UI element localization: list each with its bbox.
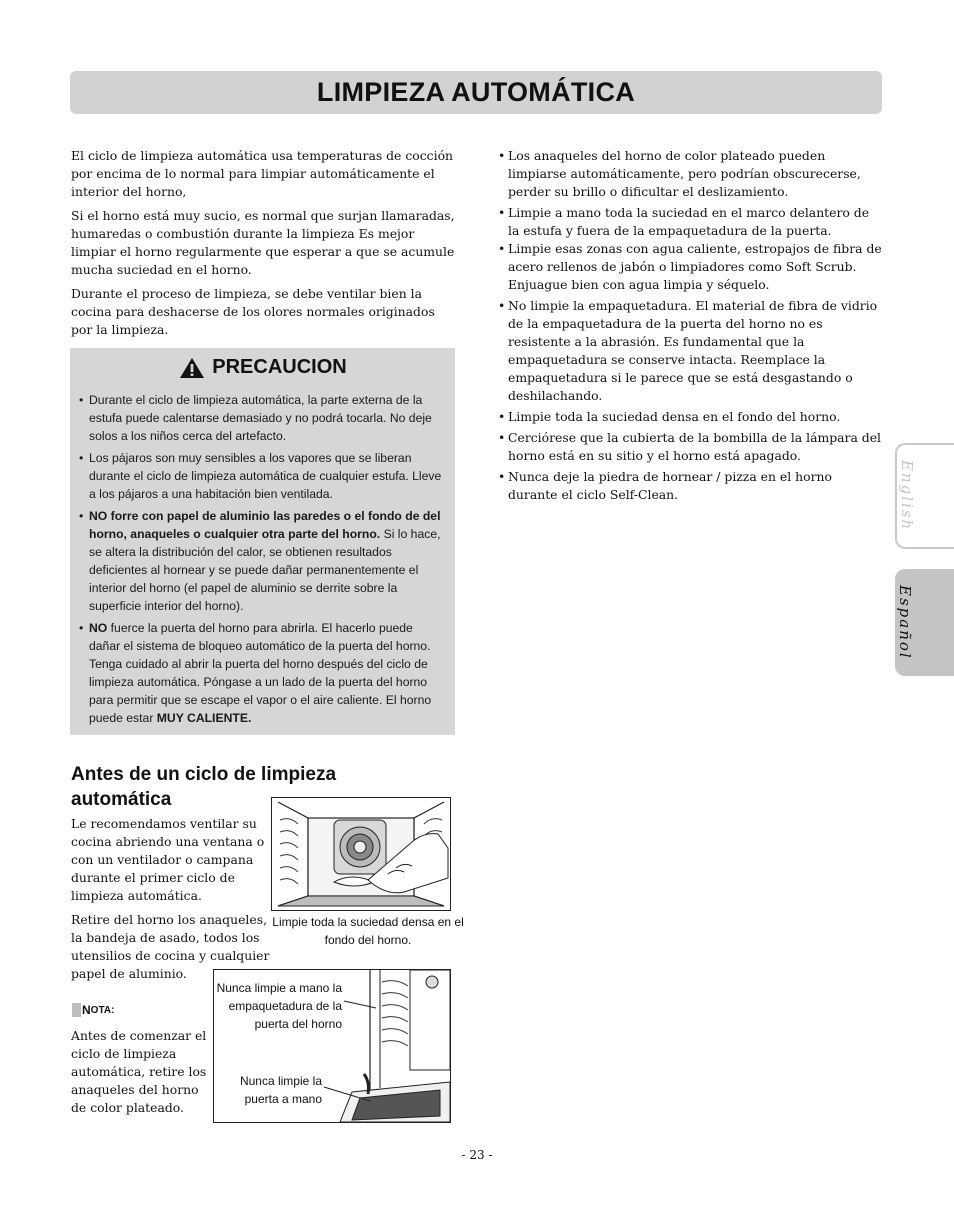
tips-list (498, 147, 883, 507)
oven-interior-illustration (272, 798, 450, 910)
note-text: Antes de comenzar el ciclo de limpieza automática, retire los anaqueles del horno de color plateado. (71, 1028, 207, 1115)
warning-item-text: Si lo hace, se altera la distribución del calor, se obtienen resultados deficientes al hornear y se puede dañar permanentemente el interior del horno (el papel de aluminio se derrite sobre la superficie interior del horno). (89, 527, 441, 613)
warning-item-text: Durante el ciclo de limpieza automática, la parte externa de la estufa puede calentarse demasiado y no podrá tocarla. No deje solos a los niños cerca del artefacto. (89, 393, 432, 443)
warning-list (79, 391, 447, 727)
intro-paragraph: Si el horno está muy sucio, es normal que surjan llamaradas, humaredas o combustión durante la limpieza Es mejor limpiar el horno regularmente que esperar a que se acumule mucha suciedad en el horno. (71, 208, 455, 277)
list-item (498, 147, 883, 201)
before-paragraph: Le recomendamos ventilar su cocina abriendo una ventana o con un ventilador o campana durante el primer ciclo de limpieza automática. (71, 816, 265, 903)
figure-label-door: Nunca limpie la puerta a mano (239, 1074, 322, 1106)
list-item-text: Los anaqueles del horno de color plateado pueden limpiarse automáticamente, pero podrían obscurecerse, perder su brillo o dificultar el deslizamiento. (508, 148, 861, 199)
list-item (498, 408, 883, 426)
intro-paragraph: Durante el proceso de limpieza, se debe ventilar bien la cocina para deshacerse de los olores normales originados por la limpieza. (71, 286, 435, 337)
list-item (498, 297, 883, 405)
note-initial: N (82, 1003, 91, 1017)
warning-item-text: fuerce la puerta del horno para abrirla. El hacerlo puede dañar el sistema de bloqueo automático de la puerta del horno. Tenga cuidado al abrir la puerta del horno después del ciclo de limpieza automática. Póngase a un lado de la puerta del horno para permitir que se escape el vapor o el aire caliente. El horno puede estar (89, 621, 432, 725)
warning-header (79, 356, 447, 379)
page-number: - 23 - (461, 1148, 493, 1162)
warning-box (70, 348, 455, 735)
list-item (498, 429, 883, 465)
warning-item (79, 507, 447, 615)
warning-item (79, 391, 447, 445)
note-label (72, 1003, 114, 1017)
list-item-text: Cerciórese que la cubierta de la bombilla de la lámpara del horno está en su sitio y el horno está apagado. (508, 430, 881, 463)
figure-label-gasket: Nunca limpie a mano la empaquetadura de la puerta del horno (216, 981, 342, 1031)
list-item-text: Limpie esas zonas con agua caliente, estropajos de fibra de acero rellenos de jabón o limpiadores como Soft Scrub. Enjuague bien con agua limpia y séquelo. (508, 241, 882, 292)
page-title: LIMPIEZA AUTOMÁTICA (316, 77, 636, 107)
tab-espanol[interactable] (895, 569, 954, 676)
tab-english[interactable] (895, 443, 954, 549)
warning-heading: PRECAUCION (212, 356, 347, 378)
figure-caption: Limpie toda la suciedad densa en el fondo del horno. (272, 915, 464, 947)
list-item-continuation (498, 240, 883, 294)
intro-section (71, 147, 459, 345)
list-item-text: Limpie toda la suciedad densa en el fondo del horno. (508, 409, 841, 424)
oven-door-illustration (213, 969, 451, 1123)
tab-espanol-label: Español (896, 585, 914, 660)
tab-english-label: English (898, 460, 916, 532)
note-marker-icon (72, 1003, 81, 1017)
list-item-text: Limpie a mano toda la suciedad en el marco delantero de la estufa y fuera de la empaquetadura de la puerta. (508, 205, 870, 238)
warning-item (79, 449, 447, 503)
before-paragraph: Retire del horno los anaqueles, la bandeja de asado, todos los utensilios de cocina y cualquier papel de aluminio. (71, 912, 270, 981)
section-heading: Antes de un ciclo de limpieza automática (71, 764, 337, 810)
list-item (498, 204, 883, 240)
warning-item-bold: NO (89, 621, 108, 635)
warning-triangle-icon (179, 357, 205, 379)
note-label-text: OTA: (90, 1004, 115, 1016)
warning-item-bold: MUY CALIENTE. (156, 711, 252, 725)
warning-item (79, 619, 447, 727)
warning-item-bold: NO forre con papel de aluminio las paredes o el fondo de del horno, anaqueles o cualquier otra parte del horno. (89, 509, 441, 541)
warning-item-text: Los pájaros son muy sensibles a los vapores que se liberan durante el ciclo de limpieza automática de cualquier estufa. Lleve a los pájaros a una habitación bien ventilada. (89, 451, 442, 501)
title-bar (70, 71, 882, 114)
list-item (498, 468, 883, 504)
list-item-text: No limpie la empaquetadura. El material de fibra de vidrio de la empaquetadura de la puerta del horno no es resistente a la abrasión. Es fundamental que la empaquetadura se conserve intacta. Reemplace la empaquetadura si le parece que se está desgastando o deshilachando. (508, 298, 878, 403)
before-text (71, 815, 271, 989)
intro-paragraph: El ciclo de limpieza automática usa temperaturas de cocción por encima de lo normal para limpiar automáticamente el interior del horno, (71, 148, 454, 199)
oven-cleaning-illustration (271, 797, 451, 911)
list-item-text: Nunca deje la piedra de hornear / pizza en el horno durante el ciclo Self-Clean. (508, 469, 832, 502)
